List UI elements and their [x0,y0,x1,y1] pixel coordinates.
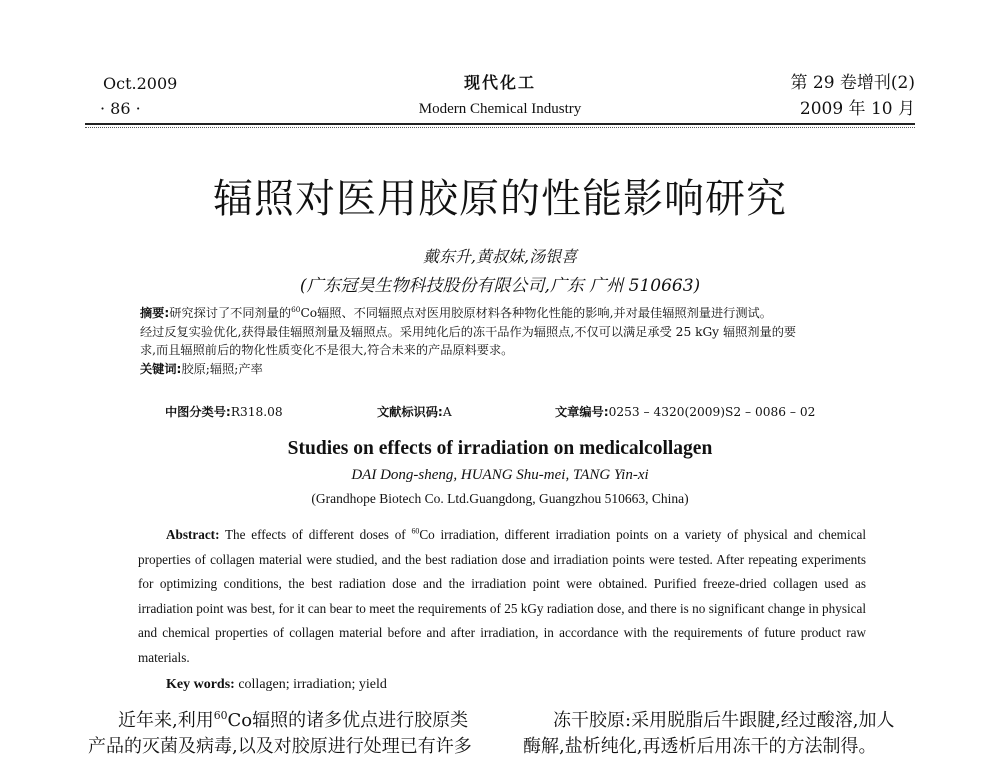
body-text: Co辐照的诸多优点进行胶原类 [227,710,469,731]
isotope-superscript: 60 [411,526,420,536]
abstract-zh-line-2: 经过反复实验优化,获得最佳辐照剂量及辐照点。采用纯化后的冻干品作为辐照点,不仅可以满足承受 25 kGy 辐照剂量的要 [140,324,797,339]
doc-code-label: 文献标识码: [377,405,443,419]
header-date: Oct.2009 [103,74,178,93]
body-text: 近年来,利用 [118,710,214,731]
authors-en: DAI Dong-sheng, HUANG Shu-mei, TANG Yin-xi [351,467,649,483]
isotope-superscript: 60 [291,304,301,314]
abstract-zh-text: Co辐照、不同辐照点对医用胶原材料各种物化性能的影响,并对最佳辐照剂量进行测试。 [300,306,772,320]
keywords-en-value: collagen; irradiation; yield [234,677,387,692]
authors-zh: 戴东升,黄叔妹,汤银喜 [422,247,578,266]
keywords-zh-value: 胶原;辐照;产率 [181,361,263,376]
abstract-zh-text: 研究探讨了不同剂量的 [169,306,292,320]
abstract-en-text: The effects of different doses of [219,527,412,542]
affiliation-en: (Grandhope Biotech Co. Ltd.Guangdong, Guangzhou 510663, China) [311,491,689,506]
header-rule-dotted [85,127,915,128]
abstract-en-label: Abstract: [166,527,220,542]
article-number-value: 0253 – 4320(2009)S2 – 0086 – 02 [608,405,816,419]
abstract-zh-label: 摘要: [140,306,170,320]
body-right-line-1: 冻干胶原:采用脱脂后牛跟腱,经过酸溶,加人 [553,710,895,731]
clc-value: R318.08 [230,405,283,419]
keywords-zh-label: 关键词: [140,361,182,376]
keywords-en-label: Key words: [166,677,235,692]
keywords-zh [140,360,864,379]
paper-title-en: Studies on effects of irradiation on medicalcollagen [287,438,713,459]
affiliation-zh: (广东冠昊生物科技股份有限公司,广东 广州 510663) [299,276,701,296]
volume-info: 第 29 卷增刊(2) [790,73,915,93]
journal-name-zh: 现代化工 [463,73,536,92]
clc-number [165,403,283,420]
paper-title-zh: 辐照对医用胶原的性能影响研究 [213,176,787,222]
issue-date: 2009 年 10 月 [799,99,915,119]
header-rule [85,123,915,125]
clc-label: 中图分类号: [165,405,231,419]
abstract-en-text: Co irradiation, different irradiation points on a variety of physical and chemical properties of collagen material were studied, and the best radiation dose and irradiation points were tested. After repeating experiments for optimizing conditions, the best radiation dose and the irradiation point were obtained. Purified freeze-dried collagen used as irradiation point was best, for it can bear to meet the requirements of 25 kGy radiation dose, and there is no significant change in physical and chemical properties of collagen material before and after irradiation, in accordance with the requirements of future product raw materials. [138,527,866,665]
abstract-zh [140,304,864,378]
keywords-en [166,677,387,693]
journal-name-en: Modern Chemical Industry [418,101,582,117]
abstract-zh-line-1 [140,304,864,323]
article-number [555,403,815,420]
isotope-superscript: 60 [213,709,228,722]
abstract-en [138,523,866,670]
body-right-line-2: 酶解,盐析纯化,再透析后用冻干的方法制得。 [523,736,877,757]
doc-code [377,403,452,420]
abstract-zh-line-3: 求,而且辐照前后的物化性质变化不是很大,符合未来的产品原料要求。 [140,343,514,357]
doc-code-value: A [442,405,452,419]
page-number: · 86 · [100,99,141,118]
body-left-line-2: 产品的灭菌及病毒,以及对胶原进行处理已有许多 [88,736,472,757]
body-left-line-1 [118,708,468,733]
article-number-label: 文章编号: [555,405,609,419]
